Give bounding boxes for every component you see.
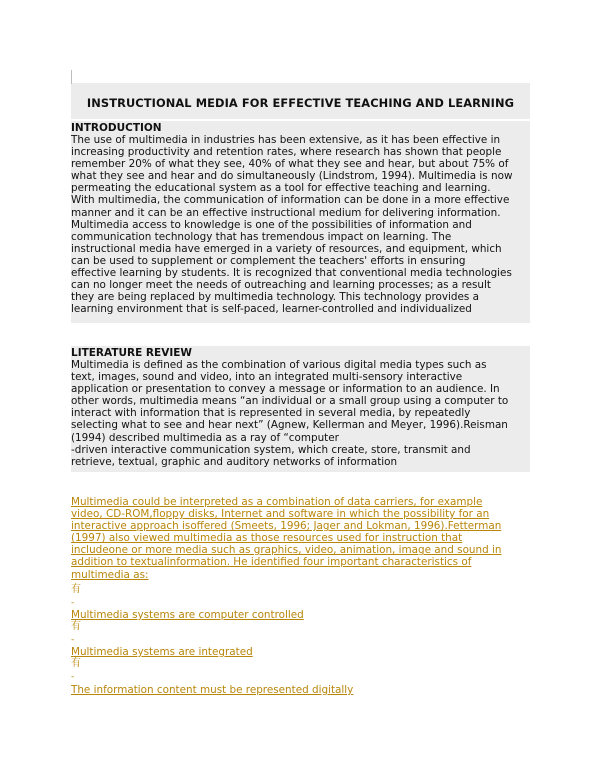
bullet-item-represented-digitally[interactable]: The information content must be represented digitally: [71, 684, 354, 696]
bullet-dash: -: [71, 598, 75, 608]
bullet-glyph-icon: 有: [71, 621, 81, 632]
literature-review-paragraph: Multimedia is defined as the combination of various digital media types such as text, images, sound and video, into an integrated multi-sensory interactive application or presentation to convey a message or information to an audience. In other words, multimedia means “an individual or a small group using a computer to interact with information that is represented in several media, by repeatedly selecting what to see and hear next” (Agnew, Kellerman and Meyer, 1996).Reisman (1994) described multimedia as a ray of “computer -driven interactive communication system, which create, store, transmit and retrieve, textual, graphic and auditory networks of information: [71, 359, 509, 468]
margin-rule: [71, 70, 72, 84]
bullet-item-integrated[interactable]: Multimedia systems are integrated: [71, 646, 253, 658]
literature-review-heading: LITERATURE REVIEW: [71, 347, 192, 359]
page-title: INSTRUCTIONAL MEDIA FOR EFFECTIVE TEACHING AND LEARNING: [86, 96, 515, 110]
bullet-glyph-icon: 有: [71, 658, 81, 669]
multimedia-definition-link[interactable]: Multimedia could be interpreted as a combination of data carriers, for example video, CD-ROM,floppy disks, Internet and software in which the possibility for an interactive approach isoffered (Smeets, 1996; Jager and Lokman, 1996).Fetterman (1997) also viewed multimedia as those resources used for instruction that includeone or more media such as graphics, video, animation, image and sound in addition to textualinformation. He identified four important characteristics of multimedia as:: [71, 496, 502, 581]
bullet-glyph-icon: 有: [71, 584, 81, 595]
bullet-dash: -: [71, 635, 75, 645]
bullet-dash: -: [71, 672, 75, 682]
bullet-item-computer-controlled[interactable]: Multimedia systems are computer controlled: [71, 609, 304, 621]
introduction-paragraph: The use of multimedia in industries has been extensive, as it has been effective in increasing productivity and retention rates, where research has shown that people remember 20% of what they see, 40% of what they see and hear, but about 75% of what they see and hear and do simultaneously (Lindstrom, 1994). Multimedia is now permeating the educational system as a tool for effective teaching and learning. With multimedia, the communication of information can be done in a more effective manner and it can be an effective instructional medium for delivering information. Multimedia access to knowledge is one of the possibilities of information and communication technology that has tremendous impact on learning. The instructional media have emerged in a variety of resources, and equipment, which can be used to supplement or complement the teachers' efforts in ensuring effective learning by students. It is recognized that conventional media technologies can no longer meet the needs of outreaching and learning processes; as a result they are being replaced by multimedia technology. This technology provides a learning environment that is self-paced, learner-controlled and individualized: [71, 134, 513, 316]
introduction-heading: INTRODUCTION: [71, 122, 162, 134]
